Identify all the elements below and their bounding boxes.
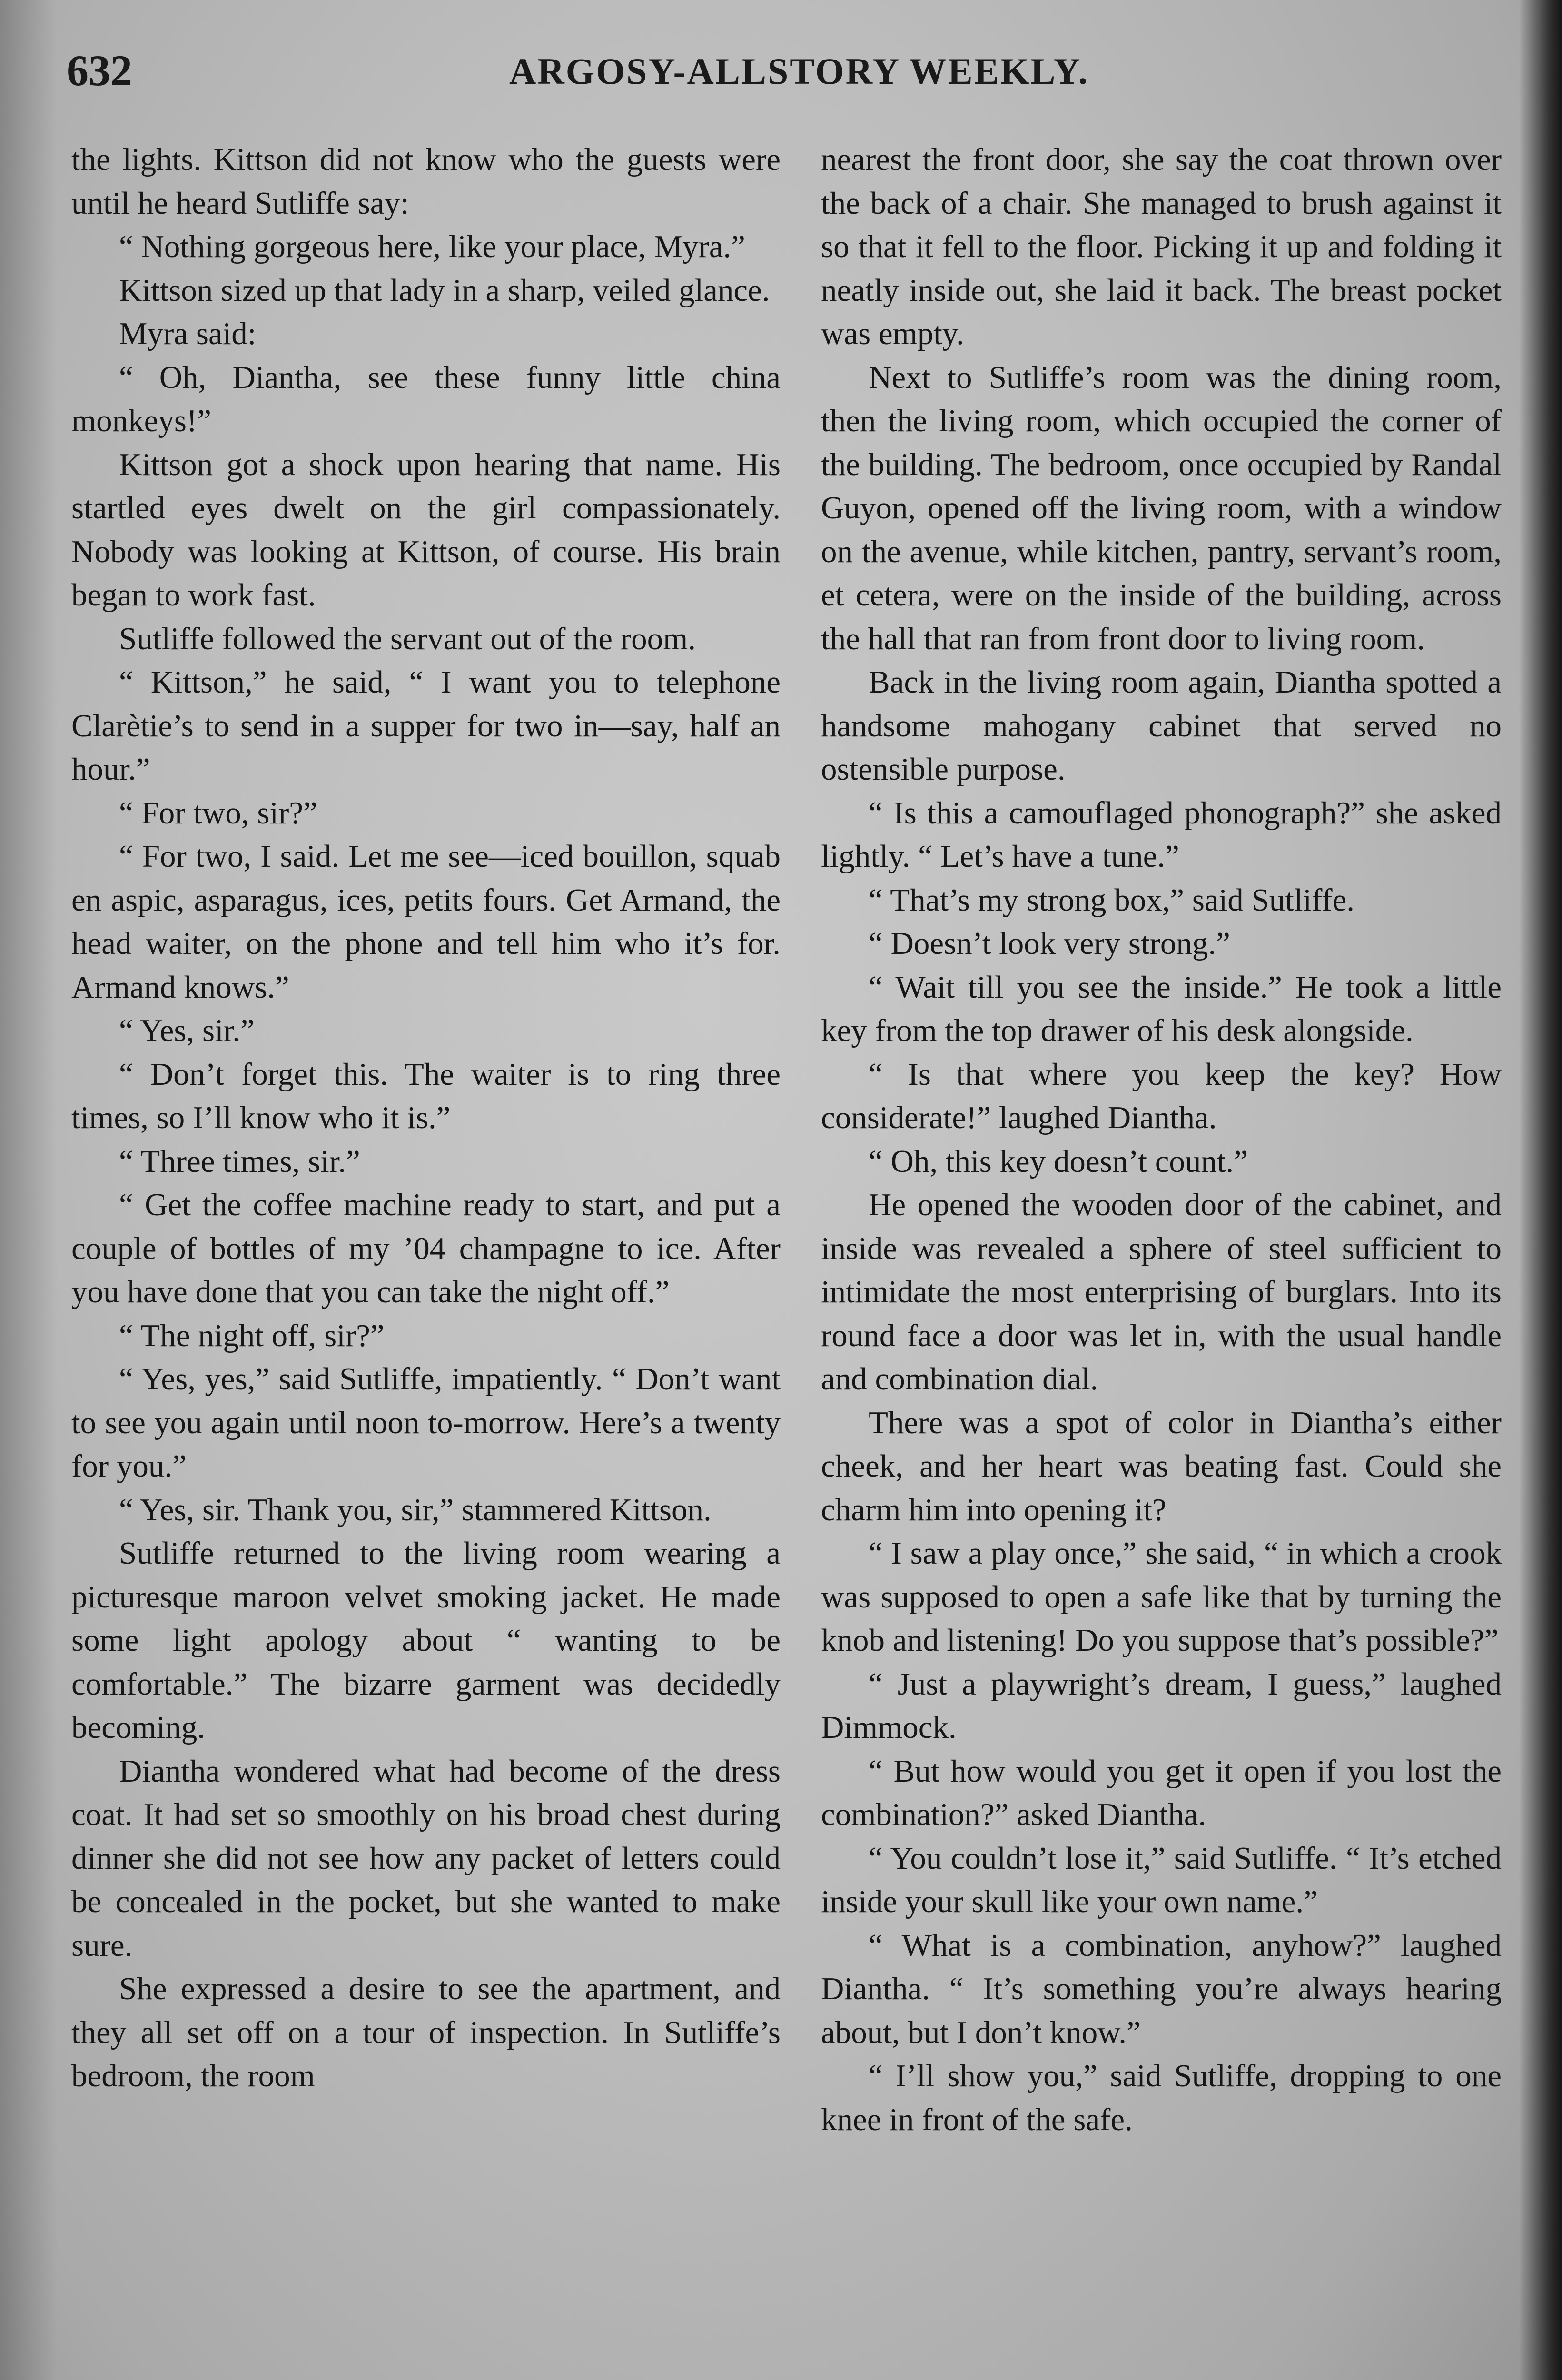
- paragraph: “ But how would you get it open if you lost the combination?” asked Diantha.: [821, 1753, 1502, 1832]
- paragraph: “ Doesn’t look very strong.”: [869, 926, 1230, 961]
- paragraph: “ That’s my strong box,” said Sutliffe.: [869, 882, 1355, 918]
- paragraph: Sutliffe returned to the living room wearing a picturesque maroon velvet smoking jacket. He made some light apology about “ wanting to be comfortable.” The bizarre garment was decidedly becoming.: [71, 1536, 781, 1745]
- page-header: [67, 45, 1485, 102]
- paragraph: “ You couldn’t lose it,” said Sutliffe. “ It’s etched inside your skull like your own name.”: [821, 1840, 1502, 1919]
- running-title: ARGOSY-ALLSTORY WEEKLY.: [509, 50, 1089, 92]
- paragraph: “ For two, I said. Let me see—iced bouillon, squab en aspic, asparagus, ices, petits fours. Get Armand, the head waiter, on the phone and tell him who it’s for. Armand knows.”: [71, 839, 781, 1005]
- paragraph: Sutliffe followed the servant out of the room.: [119, 621, 696, 656]
- paragraph: He opened the wooden door of the cabinet, and inside was revealed a sphere of steel sufficient to intimidate the most enterprising of burglars. Into its round face a door was let in, with the usual handle and combination dial.: [821, 1187, 1502, 1397]
- paragraph: “ Oh, Diantha, see these funny little china monkeys!”: [71, 359, 781, 438]
- paragraph: “ I’ll show you,” said Sutliffe, dropping to one knee in front of the safe.: [821, 2058, 1502, 2137]
- paragraph: Diantha wondered what had become of the dress coat. It had set so smoothly on his broad chest during dinner she did not see how any packet of letters could be concealed in the pocket, but she wanted to make sure.: [71, 1753, 781, 1963]
- right-column: [821, 138, 1502, 2142]
- paragraph: “ For two, sir?”: [119, 795, 317, 831]
- paragraph: “ Yes, yes,” said Sutliffe, impatiently. “ Don’t want to see you again until noon to-morrow. Here’s a twenty for you.”: [71, 1361, 781, 1484]
- paragraph: the lights. Kittson did not know who the guests were until he heard Sutliffe say:: [71, 142, 781, 221]
- paragraph: She expressed a desire to see the apartment, and they all set off on a tour of inspection. In Sutliffe’s bedroom, the room: [71, 1971, 781, 2093]
- paragraph: nearest the front door, she say the coat thrown over the back of a chair. She managed to brush against it so that it fell to the floor. Picking it up and folding it neatly inside out, she laid it back. The breast pocket was empty.: [821, 142, 1502, 351]
- paragraph: Myra said:: [119, 316, 257, 351]
- paragraph: “ I saw a play once,” she said, “ in which a crook was supposed to open a safe like that by turning the knob and listening! Do you suppose that’s possible?”: [821, 1536, 1502, 1658]
- page-number: 632: [67, 46, 132, 95]
- paragraph: Next to Sutliffe’s room was the dining room, then the living room, which occupied the corner of the building. The bedroom, once occupied by Randal Guyon, opened off the living room, with a window on the avenue, while kitchen, pantry, servant’s room, et cetera, were on the inside of the building, across the hall that ran from front door to living room.: [821, 359, 1502, 656]
- paragraph: “ Get the coffee machine ready to start, and put a couple of bottles of my ’04 champagne to ice. After you have done that you can take the night off.”: [71, 1187, 781, 1309]
- paragraph: “ Wait till you see the inside.” He took a little key from the top drawer of his desk alongside.: [821, 969, 1502, 1048]
- page-fold-shadow: [0, 0, 57, 2380]
- paragraph: There was a spot of color in Diantha’s either cheek, and her heart was beating fast. Could she charm him into opening it?: [821, 1405, 1502, 1527]
- left-column: [71, 138, 781, 2098]
- paragraph: “ The night off, sir?”: [119, 1318, 385, 1353]
- paragraph: “ Oh, this key doesn’t count.”: [869, 1143, 1248, 1179]
- paragraph: “ Just a playwright’s dream, I guess,” laughed Dimmock.: [821, 1666, 1502, 1745]
- paragraph: Kittson got a shock upon hearing that name. His startled eyes dwelt on the girl compassionately. Nobody was looking at Kittson, of course. His brain began to work fast.: [71, 446, 781, 613]
- paragraph: “ Is that where you keep the key? How considerate!” laughed Diantha.: [821, 1056, 1502, 1135]
- paragraph: “ Is this a camouflaged phonograph?” she asked lightly. “ Let’s have a tune.”: [821, 795, 1502, 874]
- paragraph: “ Nothing gorgeous here, like your place, Myra.”: [119, 229, 746, 264]
- page-edge-shadow: [1519, 0, 1562, 2380]
- paragraph: Kittson sized up that lady in a sharp, veiled glance.: [119, 272, 770, 308]
- paragraph: “ Three times, sir.”: [119, 1143, 360, 1179]
- paragraph: “ Yes, sir. Thank you, sir,” stammered Kittson.: [119, 1492, 712, 1527]
- paragraph: “ Yes, sir.”: [119, 1013, 255, 1048]
- paragraph: “ What is a combination, anyhow?” laughed Diantha. “ It’s something you’re always hearing about, but I don’t know.”: [821, 1927, 1502, 2050]
- paragraph: “ Don’t forget this. The waiter is to ring three times, so I’ll know who it is.”: [71, 1056, 781, 1135]
- paragraph: Back in the living room again, Diantha spotted a handsome mahogany cabinet that served no ostensible purpose.: [821, 664, 1502, 787]
- paragraph: “ Kittson,” he said, “ I want you to telephone Clarètie’s to send in a supper for two in—say, half an hour.”: [71, 664, 781, 787]
